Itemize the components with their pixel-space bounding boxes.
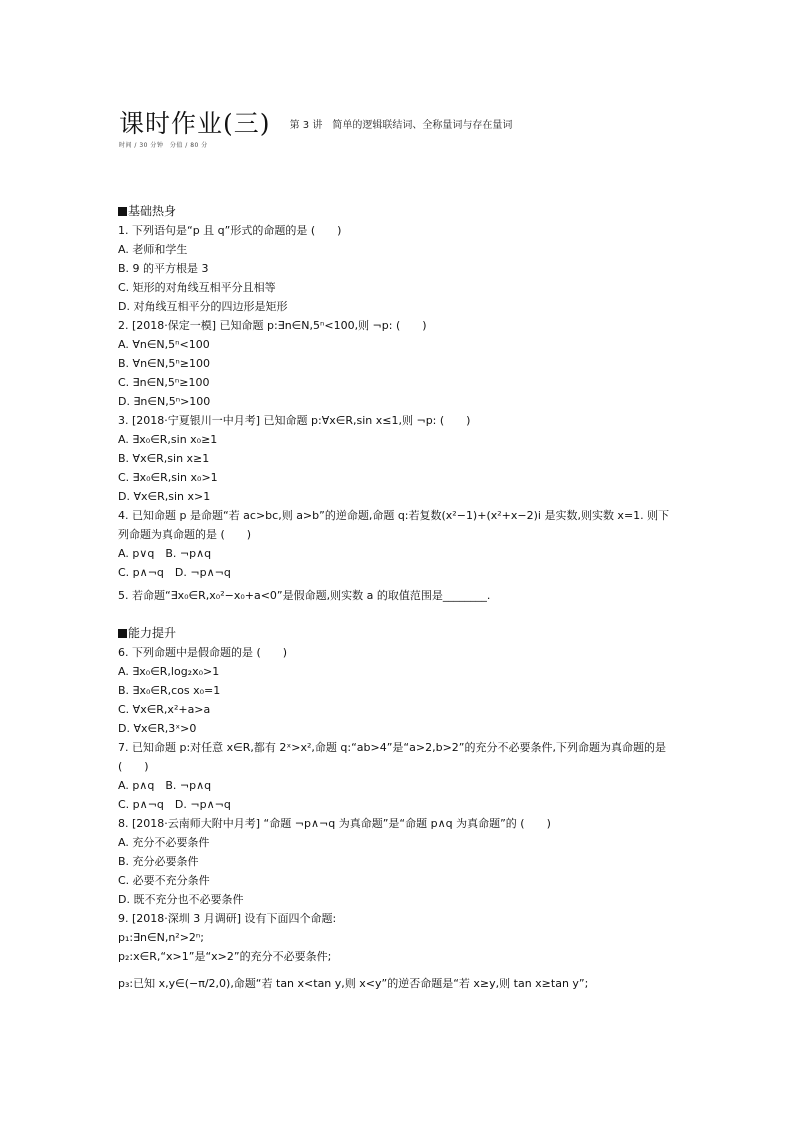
option-line: C. ∃n∈N,5ⁿ≥100 <box>118 376 210 389</box>
option-line: C. 必要不充分条件 <box>118 874 210 887</box>
section-title: 基础热身 <box>128 204 177 218</box>
option-line: A. ∃x₀∈R,log₂x₀>1 <box>118 665 220 678</box>
question-line: 2. [2018·保定一模] 已知命题 p:∃n∈N,5ⁿ<100,则 ¬p: ( ) <box>118 319 427 332</box>
option-line: C. p∧¬q D. ¬p∧¬q <box>118 566 231 579</box>
option-line: A. 老师和学生 <box>118 243 188 256</box>
proposition-line: p₃:已知 x,y∈(−π/2,0),命题“若 tan x<tan y,则 x<y”的逆否命题是“若 x≥y,则 tan x≥tan y”; <box>118 977 589 990</box>
time-score-info: 时间 / 30 分钟 分值 / 80 分 <box>119 142 208 149</box>
spacer <box>118 605 678 624</box>
section-title: 能力提升 <box>128 626 177 640</box>
option-line: D. ∀x∈R,3ˣ>0 <box>118 722 197 735</box>
option-line: C. 矩形的对角线互相平分且相等 <box>118 281 276 294</box>
section-square-icon <box>118 629 127 638</box>
option-line: B. ∃x₀∈R,cos x₀=1 <box>118 684 221 697</box>
page-title: 课时作业(三) <box>119 109 271 138</box>
question-line: 8. [2018·云南师大附中月考] “命题 ¬p∧¬q 为真命题”是“命题 p∧q 为真命题”的 ( ) <box>118 817 551 830</box>
option-line: C. ∃x₀∈R,sin x₀>1 <box>118 471 218 484</box>
option-line: C. p∧¬q D. ¬p∧¬q <box>118 798 231 811</box>
question-7: 7. 已知命题 p:对任意 x∈R,都有 2ˣ>x²,命题 q:“ab>4”是“a>2,b>2”的充分不必要条件,下列命题为真命题的是 ( ) <box>118 741 666 773</box>
option-line: B. 充分必要条件 <box>118 855 199 868</box>
option-line: A. ∀n∈N,5ⁿ<100 <box>118 338 210 351</box>
section-square-icon <box>118 207 127 216</box>
lesson-subtitle: 第 3 讲 简单的逻辑联结词、全称量词与存在量词 <box>289 120 513 131</box>
option-line: A. p∧q B. ¬p∧q <box>118 779 212 792</box>
option-line: D. ∀x∈R,sin x>1 <box>118 490 211 503</box>
option-line: B. ∀n∈N,5ⁿ≥100 <box>118 357 210 370</box>
option-line: A. p∨q B. ¬p∧q <box>118 547 212 560</box>
question-5: 5. 若命题“∃x₀∈R,x₀²−x₀+a<0”是假命题,则实数 a 的取值范围是________. <box>118 589 491 602</box>
option-line: A. 充分不必要条件 <box>118 836 210 849</box>
question-line: 1. 下列语句是“p 且 q”形式的命题的是 ( ) <box>118 224 342 237</box>
question-4: 4. 已知命题 p 是命题“若 ac>bc,则 a>b”的逆命题,命题 q:若复数(x²−1)+(x²+x−2)i 是实数,则实数 x=1. 则下列命题为真命题的是 ( ) <box>118 509 670 541</box>
header <box>119 104 512 140</box>
option-line: D. ∃n∈N,5ⁿ>100 <box>118 395 211 408</box>
proposition-line: p₁:∃n∈N,n²>2ⁿ; <box>118 931 205 944</box>
question-line: 9. [2018·深圳 3 月调研] 设有下面四个命题: <box>118 912 337 925</box>
content <box>118 202 678 993</box>
option-line: D. 既不充分也不必要条件 <box>118 893 244 906</box>
proposition-line: p₂:x∈R,“x>1”是“x>2”的充分不必要条件; <box>118 950 332 963</box>
option-line: A. ∃x₀∈R,sin x₀≥1 <box>118 433 218 446</box>
option-line: D. 对角线互相平分的四边形是矩形 <box>118 300 288 313</box>
option-line: C. ∀x∈R,x²+a>a <box>118 703 211 716</box>
section-heading-advanced <box>118 624 678 643</box>
question-line: 3. [2018·宁夏银川一中月考] 已知命题 p:∀x∈R,sin x≤1,则 ¬p: ( ) <box>118 414 471 427</box>
option-line: B. ∀x∈R,sin x≥1 <box>118 452 210 465</box>
section-heading-basic <box>118 202 678 221</box>
question-line: 6. 下列命题中是假命题的是 ( ) <box>118 646 288 659</box>
option-line: B. 9 的平方根是 3 <box>118 262 209 275</box>
